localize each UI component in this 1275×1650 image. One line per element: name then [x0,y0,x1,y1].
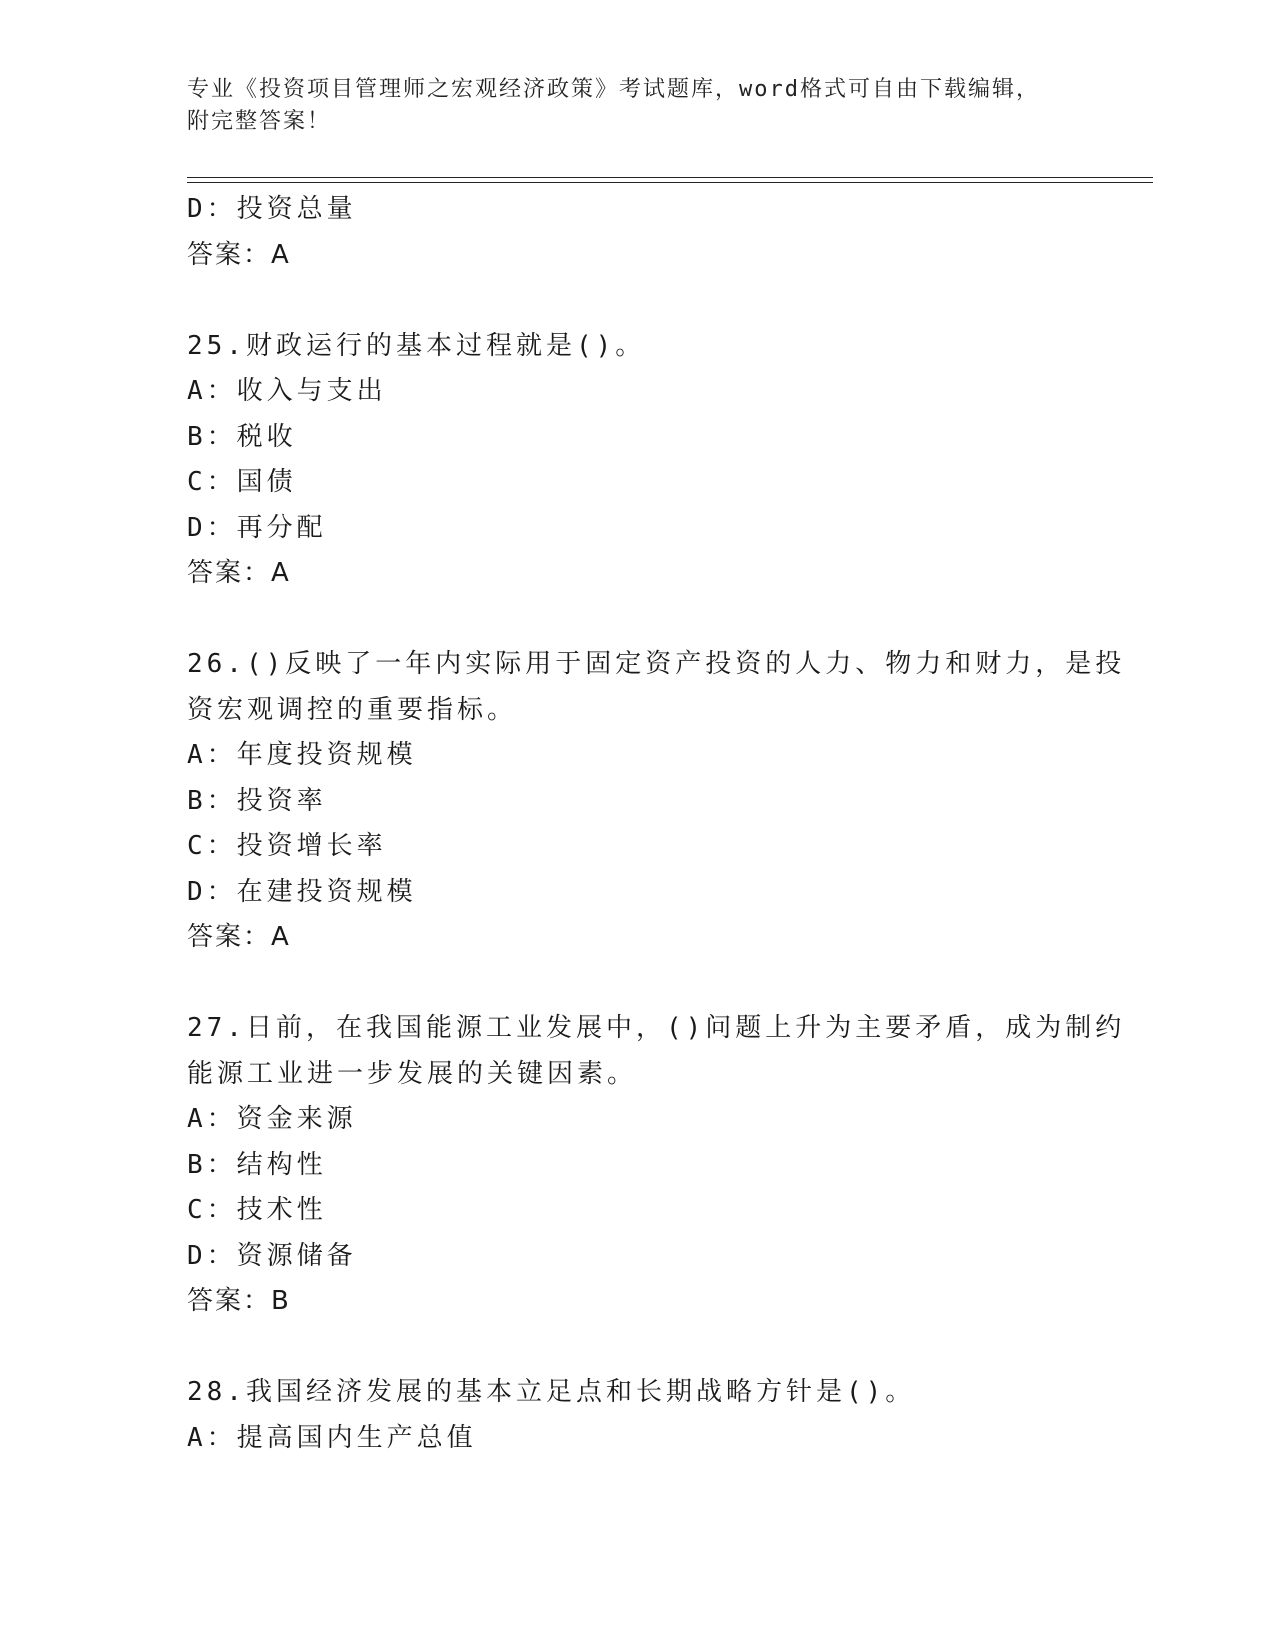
header-line-1: 专业《投资项目管理师之宏观经济政策》考试题库，word格式可自由下载编辑， [187,77,1040,102]
q25-option-d: D：再分配 [187,512,327,543]
q25-stem: 25.财政运行的基本过程就是()。 [187,330,646,361]
header-divider-top [187,177,1153,178]
q25-answer: 答案：A [187,558,291,588]
q26-option-b: B：投资率 [187,785,327,816]
q27-option-c: C：技术性 [187,1195,327,1225]
spacer [187,597,1087,643]
q26-option-d: D：在建投资规模 [187,876,417,907]
spacer [187,1325,1087,1371]
q26-answer: 答案：A [187,922,291,952]
q26-stem-line-2: 资宏观调控的重要指标。 [187,694,518,725]
q25-option-c: C：国债 [187,467,297,497]
prev-answer: 答案：A [187,239,291,270]
q26-option-c: C：投资增长率 [187,831,387,861]
q27-answer: 答案：B [187,1286,291,1316]
spacer [187,961,1087,1007]
question-list [187,187,1126,1461]
spacer [187,278,1087,324]
q27-option-b: B：结构性 [187,1149,327,1180]
q25-option-a: A：收入与支出 [187,376,387,406]
q27-stem-line-2: 能源工业进一步发展的关键因素。 [187,1058,638,1089]
prev-option-d: D：投资总量 [187,194,357,224]
q26-stem-line-1: 26.()反映了一年内实际用于固定资产投资的人力、物力和财力，是投 [187,649,1126,679]
q26-option-a: A：年度投资规模 [187,740,417,770]
header-line-2: 附完整答案！ [187,109,332,134]
q27-option-d: D：资源储备 [187,1240,357,1271]
document-header [187,74,1067,138]
q27-option-a: A：资金来源 [187,1104,357,1134]
header-divider-bottom [187,182,1153,183]
q25-option-b: B：税收 [187,421,297,452]
q27-stem-line-1: 27.日前，在我国能源工业发展中，()问题上升为主要矛盾，成为制约 [187,1013,1126,1043]
q28-option-a: A：提高国内生产总值 [187,1422,477,1453]
q28-stem: 28.我国经济发展的基本立足点和长期战略方针是()。 [187,1377,916,1407]
